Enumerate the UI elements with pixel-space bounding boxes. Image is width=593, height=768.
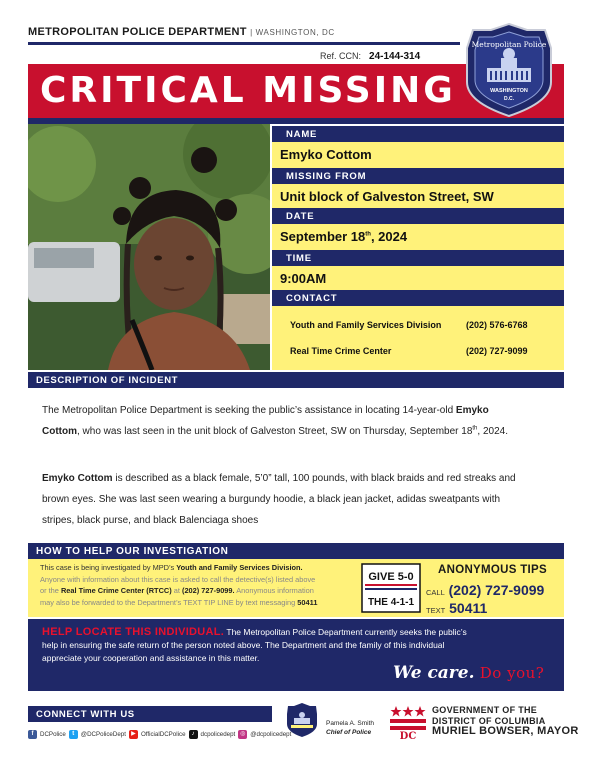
instagram-icon[interactable]: ◎ — [240, 730, 246, 737]
date-value — [272, 224, 564, 250]
banner-title: CRITICAL MISSING — [40, 70, 456, 111]
svg-text:DC: DC — [399, 731, 417, 740]
give-50-logo — [361, 563, 421, 613]
social-link[interactable]: OfficialDCPolice — [140, 730, 186, 738]
missing-from-value: Unit block of Galveston Street, SW — [272, 184, 564, 208]
missing-from-label: MISSING FROM — [272, 168, 564, 184]
description-paragraph-1: The Metropolitan Police Department is seeking the public’s assistance in locating 14-year-old Emyko Cottom, who was last seen in the unit block of Galveston Street, SW on Thursday, September 18th, 2024. — [42, 405, 508, 437]
person-name: Cottom — [42, 426, 77, 437]
description-paragraph-2: Emyko Cottom is described as a black female, 5’0” tall, 100 pounds, with black braids and red streaks and brown eyes. She was last seen wearing a burgundy hoodie, a black jean jacket, adidas sweatpants with stripes, black purse, and black Balenciaga shoes — [42, 473, 516, 526]
contact-panel — [272, 306, 564, 370]
tiktok-icon[interactable]: ♪ — [189, 730, 198, 739]
header-rule — [28, 42, 460, 45]
ccn-label: Ref. CCN: — [320, 51, 362, 61]
chief-name: Pamela A. Smith — [326, 720, 375, 727]
department-header — [28, 26, 335, 38]
date-main: September 18 — [280, 229, 366, 244]
date-label: DATE — [272, 208, 564, 224]
contact-phone[interactable]: (202) 576-6768 — [466, 320, 528, 330]
facebook-icon[interactable]: f — [28, 730, 37, 739]
department-name: METROPOLITAN POLICE DEPARTMENT — [28, 26, 247, 38]
mpd-badge-icon — [465, 22, 553, 118]
chief-title: Chief of Police — [326, 729, 372, 736]
ccn-value: 24-144-314 — [369, 51, 421, 62]
contact-name: Youth and Family Services Division — [290, 320, 442, 330]
give-bottom-text: THE 4-1-1 — [367, 597, 415, 608]
give-top-text: GIVE 5-0 — [368, 571, 414, 583]
person-name: Emyko — [455, 405, 489, 416]
dc-government-text: GOVERNMENT OF THE DISTRICT OF COLUMBIA MURIEL BOWSER, MAYOR — [432, 705, 579, 737]
tips-call[interactable]: CALL (202) 727-9099 — [426, 582, 545, 598]
contact-label: CONTACT — [272, 290, 564, 306]
tips-call-number[interactable]: (202) 727-9099 — [448, 582, 545, 598]
help-locate-text: HELP LOCATE THIS INDIVIDUAL. The Metropolitan Police Department currently seeks the public’s help in ensuring the safe return of the person noted above. The Department and the family of this individual appreciate your cooperation and assistance in this matter. — [42, 626, 467, 663]
tips-text[interactable]: TEXT 50411 — [426, 600, 488, 616]
we-care-slogan: We care. Do you? — [393, 663, 545, 683]
department-location: | WASHINGTON, DC — [250, 28, 335, 37]
missing-person-photo — [28, 124, 270, 370]
badge-sub-text: D.C. — [504, 96, 514, 102]
contact-phone[interactable]: (202) 727-9099 — [466, 346, 528, 356]
chief-signature — [326, 719, 374, 737]
tips-text-number[interactable]: 50411 — [449, 600, 488, 616]
person-name: Emyko Cottom — [42, 473, 113, 484]
help-locate-heading: HELP LOCATE THIS INDIVIDUAL. — [42, 626, 225, 638]
name-label: NAME — [272, 126, 564, 142]
badge-top-text: Metropolitan Police — [471, 40, 547, 49]
social-link[interactable]: @dcpolicedept — [250, 730, 292, 738]
mayor-name: MURIEL BOWSER, MAYOR — [432, 725, 579, 737]
social-link[interactable]: @DCPoliceDept — [80, 730, 126, 738]
contact-row — [290, 320, 441, 330]
badge-bottom-text: WASHINGTON — [490, 88, 528, 94]
date-year: , 2024 — [370, 229, 408, 244]
name-value: Emyko Cottom — [272, 142, 564, 168]
date-sup: th — [365, 231, 371, 238]
ccn-reference — [320, 51, 420, 62]
help-heading: HOW TO HELP OUR INVESTIGATION — [28, 543, 564, 559]
contact-row — [290, 346, 391, 356]
help-text: This case is being investigated by MPD’s Youth and Family Services Division. Anyone with information about this case is asked to call the detective(s) listed above or the Real Time Crime Center (RTCC) at (202) 727-9099. Anonymous information may also be forwarded to the Department’s TEXT TIP LINE by text messaging 50411 — [40, 563, 318, 607]
dc-government-logo — [388, 704, 428, 740]
connect-heading: CONNECT WITH US — [28, 706, 272, 722]
chief-badge-icon — [286, 702, 318, 738]
missing-person-info — [272, 124, 564, 370]
time-value: 9:00AM — [272, 266, 564, 290]
time-label: TIME — [272, 250, 564, 266]
social-links — [28, 728, 291, 740]
social-link[interactable]: dcpolicedept — [200, 730, 236, 738]
anonymous-tips-heading: ANONYMOUS TIPS — [438, 564, 547, 576]
description-heading: DESCRIPTION OF INCIDENT — [28, 372, 564, 388]
twitter-icon[interactable]: t — [69, 730, 78, 739]
social-link[interactable]: DCPolice — [40, 730, 66, 738]
youtube-icon[interactable]: ▶ — [129, 730, 138, 739]
contact-name: Real Time Crime Center — [290, 346, 392, 356]
